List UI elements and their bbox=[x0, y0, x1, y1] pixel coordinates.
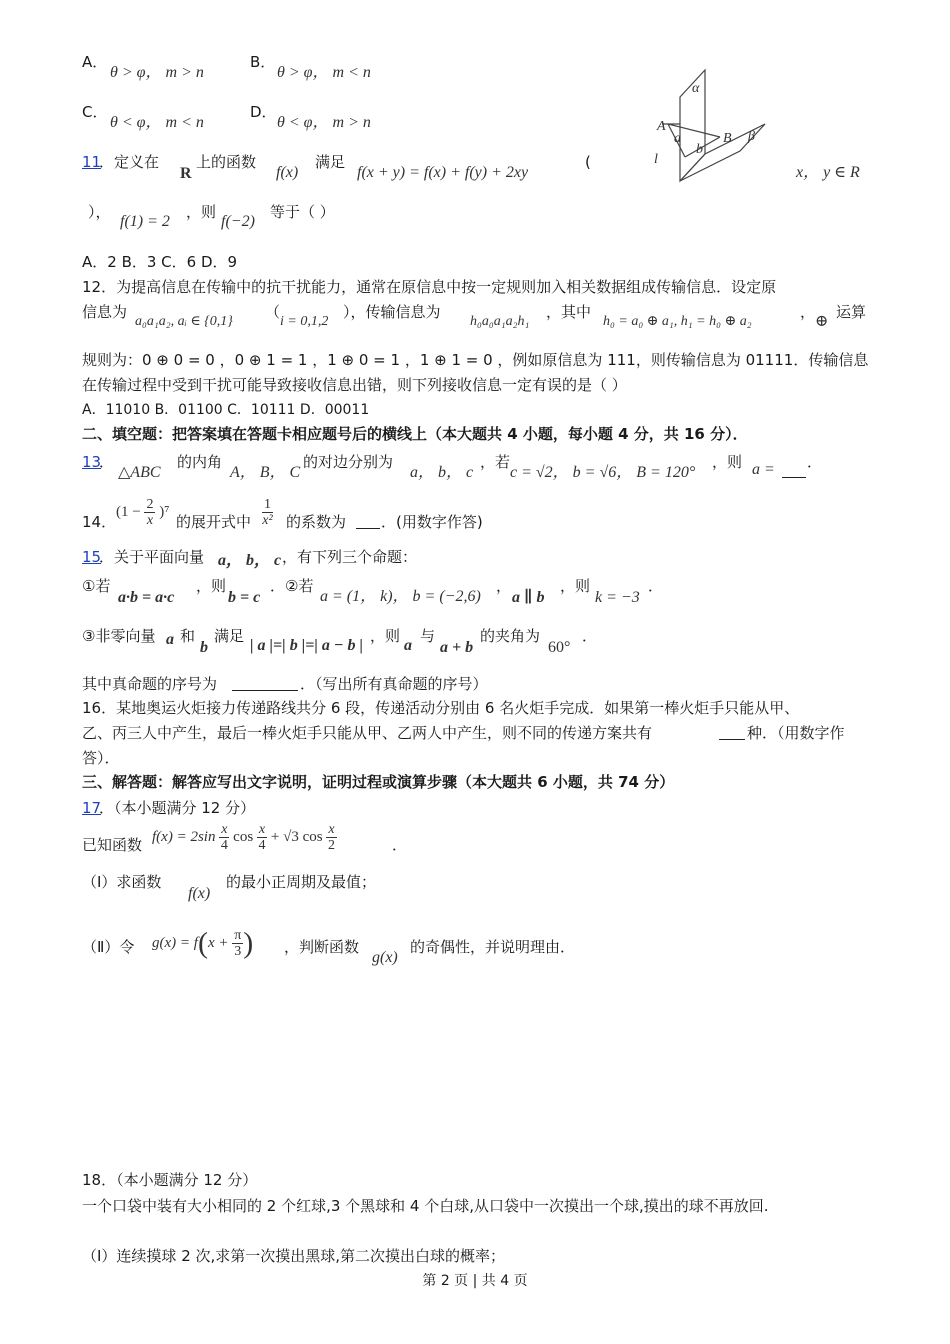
q14-fraction-2-over-x: $\frac{2}{x}$ bbox=[146, 497, 154, 528]
q14-binomial-pre: (1 − bbox=[116, 503, 141, 520]
q15-prop3-a-vec: a bbox=[166, 631, 174, 648]
label-B: B bbox=[723, 131, 732, 146]
q15-vectors: a， b， c bbox=[218, 552, 282, 569]
q14-number: 14． bbox=[82, 513, 117, 531]
q13-dot: ． bbox=[99, 453, 115, 471]
q14-binomial bbox=[116, 497, 169, 528]
q12-line-2b: （ bbox=[265, 303, 281, 321]
q15-prop2-k: k = −3 bbox=[595, 589, 640, 606]
q15-text-2: ，有下列三个命题： bbox=[282, 548, 418, 566]
q13-given: c = √2， b = √6， B = 120° bbox=[510, 464, 696, 481]
q11-fx: f(x) bbox=[276, 164, 299, 181]
q15-prop1-c: ．②若 bbox=[270, 577, 314, 595]
q15-prop1-a: ①若 bbox=[82, 577, 111, 595]
q11-paren-open: ( bbox=[585, 153, 591, 171]
q17-part1-a: （Ⅰ）求函数 bbox=[82, 873, 162, 891]
q11-paren-close: ）， bbox=[88, 203, 111, 221]
q17-part1-b: 的最小正周期及最值； bbox=[226, 873, 377, 891]
q10-option-a-expr: θ > φ， m > n bbox=[110, 64, 204, 81]
q13-angles: A， B， C bbox=[230, 464, 301, 481]
q15-number-link[interactable]: 15 bbox=[82, 548, 102, 566]
q11-equation: f(x + y) = f(x) + f(y) + 2xy bbox=[357, 164, 529, 181]
q12-xor-symbol: ⊕ bbox=[815, 313, 829, 330]
q14-text-1: 的展开式中 bbox=[176, 513, 252, 531]
q13-answer-lhs: a = bbox=[752, 461, 775, 478]
q16-line-2b: 种．（用数字作 bbox=[747, 724, 845, 742]
q17-part2-a: （Ⅱ）令 bbox=[82, 938, 135, 956]
q17-function-def: f(x) = 2sin $\frac{x}{4}$ cos $\frac{x}{4}$ + √3 cos $\frac{x}{2}$ bbox=[152, 822, 335, 853]
q15-prop1-expr2: b = c bbox=[228, 589, 261, 606]
q12-expr-2: i = 0,1,2 bbox=[280, 314, 329, 329]
section-3-heading: 三、解答题：解答应写出文字说明，证明过程或演算步骤（本大题共 6 小题，共 74 分） bbox=[82, 773, 675, 791]
q11-text-2: 上的函数 bbox=[196, 153, 257, 171]
q17-heading: ．（本小题满分 12 分） bbox=[99, 799, 256, 817]
q16-line-2a: 乙、丙三人中产生，最后一棒火炬手只能从甲、乙两人中产生，则不同的传递方案共有 bbox=[82, 724, 653, 742]
q12-options: A．11010 B．01100 C．10111 D．00011 bbox=[82, 402, 370, 418]
q11-text-1: ．定义在 bbox=[99, 153, 160, 171]
label-a: a bbox=[674, 131, 681, 146]
q10-option-b-label: B． bbox=[250, 53, 276, 71]
q13-text-4: ，则 bbox=[712, 453, 743, 471]
q11-options: A．2 B．3 C．6 D．9 bbox=[82, 253, 238, 271]
q16-answer-blank[interactable] bbox=[719, 725, 745, 740]
q13-text-1: 的内角 bbox=[177, 453, 223, 471]
q15-prop2-c: ，则 bbox=[560, 577, 591, 595]
q10-option-a-label: A． bbox=[82, 53, 108, 71]
q14-fraction-1-over-x2: $\frac{1}{\text{x²}}$ bbox=[262, 497, 273, 528]
q13-triangle: △ABC bbox=[118, 464, 161, 481]
q15-prop1-b: ，则 bbox=[196, 577, 227, 595]
q15-prop3-d: ，则 bbox=[370, 627, 401, 645]
q15-prop3-e: 与 bbox=[420, 627, 436, 645]
q15-prop3-g: ． bbox=[582, 627, 598, 645]
q10-option-b-expr: θ > φ， m < n bbox=[277, 64, 371, 81]
q15-prop3-a-vec-2: a bbox=[404, 637, 412, 654]
q17-part2-gx: g(x) bbox=[372, 949, 398, 966]
q12-line-2d: ，其中 bbox=[546, 303, 592, 321]
q15-prop3-b: 和 bbox=[180, 627, 196, 645]
label-l: l bbox=[654, 152, 658, 167]
label-beta: β bbox=[748, 129, 755, 144]
section-2-heading: 二、填空题：把答案填在答题卡相应题号后的横线上（本大题共 4 小题，每小题 4 分，共 16 分）． bbox=[82, 425, 748, 443]
q15-text-1: ．关于平面向量 bbox=[99, 548, 205, 566]
q11-f1: f(1) = 2 bbox=[120, 213, 170, 230]
q11-text-5: 等于（ ） bbox=[270, 203, 335, 221]
q15-prop2-expr: a = (1， k)， b = (−2,6) bbox=[320, 588, 481, 605]
q17-part1-fx: f(x) bbox=[188, 885, 211, 902]
q11-condition: x， y ∈ R bbox=[796, 164, 860, 181]
q11-number-link[interactable]: 11 bbox=[82, 153, 102, 171]
q11-text-3: 满足 bbox=[315, 153, 346, 171]
page-footer: 第 2 页 | 共 4 页 bbox=[422, 1273, 528, 1289]
q15-answer-blank[interactable] bbox=[232, 676, 298, 691]
q10-option-d-expr: θ < φ， m > n bbox=[277, 114, 371, 131]
q11-f-minus-2: f(−2) bbox=[221, 213, 255, 230]
q14-answer-blank[interactable] bbox=[356, 514, 380, 529]
q12-expr-3: h₀a₀a₁a₂h₁ bbox=[470, 314, 530, 329]
q17-part2-b: ，判断函数 bbox=[284, 938, 360, 956]
q12-line-2a: 信息为 bbox=[82, 303, 128, 321]
q13-text-5: ． bbox=[807, 453, 823, 471]
label-b: b bbox=[696, 142, 703, 157]
q12-line-4: 在传输过程中受到干扰可能导致接收信息出错，则下列接收信息一定有误的是（ ） bbox=[82, 376, 627, 394]
q15-prop3-a: ③非零向量 bbox=[82, 627, 156, 645]
q12-expr-1: a₀a₁a₂, aᵢ ∈ {0,1} bbox=[135, 314, 233, 329]
q15-prop3-condition: | a |=| b |=| a − b | bbox=[250, 637, 364, 654]
q14-binomial-post: )⁷ bbox=[159, 503, 170, 520]
dihedral-angle-figure bbox=[640, 62, 780, 187]
label-A: A bbox=[657, 119, 666, 134]
q15-prop3-sum: a + b bbox=[440, 639, 474, 656]
q15-prop3-b-vec: b bbox=[200, 639, 208, 656]
q17-text-1: 已知函数 bbox=[82, 836, 143, 854]
q15-answer-note: ．（写出所有真命题的序号） bbox=[300, 675, 488, 693]
q10-option-c-label: C． bbox=[82, 103, 108, 121]
q15-answer-prompt: 其中真命题的序号为 bbox=[82, 675, 218, 693]
q12-expr-4: h₀ = a₀ ⊕ a₁, h₁ = h₀ ⊕ a₂ bbox=[603, 314, 752, 329]
q18-part1: （Ⅰ）连续摸球 2 次,求第一次摸出黑球,第二次摸出白球的概率； bbox=[82, 1247, 506, 1265]
q18-heading: 18．（本小题满分 12 分） bbox=[82, 1171, 258, 1189]
q13-text-2: 的对边分别为 bbox=[303, 453, 394, 471]
q13-answer-blank[interactable] bbox=[782, 463, 806, 478]
q17-part2-c: 的奇偶性，并说明理由． bbox=[410, 938, 576, 956]
q17-number-link[interactable]: 17 bbox=[82, 799, 102, 817]
q16-line-1: 16．某地奥运火炬接力传递路线共分 6 段，传递活动分别由 6 名火炬手完成．如果第一棒火炬手只能从甲、 bbox=[82, 699, 800, 717]
q14-text-2: 的系数为 bbox=[286, 513, 347, 531]
q10-option-c-expr: θ < φ， m < n bbox=[110, 114, 204, 131]
q11-R: R bbox=[180, 165, 192, 182]
q15-prop1-expr: a·b = a·c bbox=[118, 589, 175, 606]
q17-text-end: ． bbox=[392, 836, 408, 854]
q13-text-3: ，若 bbox=[480, 453, 511, 471]
q13-sides: a， b， c bbox=[410, 464, 474, 481]
q12-line-2f: 运算 bbox=[836, 303, 867, 321]
q14-text-3: ．(用数字作答) bbox=[381, 513, 483, 531]
q15-prop3-f: 的夹角为 bbox=[480, 627, 541, 645]
q15-prop2-parallel: a ∥ b bbox=[512, 589, 545, 606]
q15-prop2-b: ， bbox=[496, 577, 512, 595]
q10-option-d-label: D． bbox=[250, 103, 277, 121]
q11-text-4: ，则 bbox=[186, 203, 217, 221]
q12-line-3: 规则为：0 ⊕ 0 = 0 ，0 ⊕ 1 = 1 ，1 ⊕ 0 = 1 ，1 ⊕ 1 = 0 ，例如原信息为 111，则传输信息为 01111．传输信息 bbox=[82, 351, 869, 369]
q12-line-1: 12．为提高信息在传输中的抗干扰能力，通常在原信息中按一定规则加入相关数据组成传输信息．设定原 bbox=[82, 278, 777, 296]
q15-prop3-c: 满足 bbox=[214, 627, 245, 645]
q17-part2-g-def: g(x) = f(x + $\frac{\pi}{3}$ ) bbox=[152, 926, 254, 960]
q18-line-1: 一个口袋中装有大小相同的 2 个红球,3 个黑球和 4 个白球,从口袋中一次摸出一个球,摸出的球不再放回. bbox=[82, 1197, 769, 1215]
q15-prop3-angle: 60° bbox=[548, 639, 571, 656]
q12-line-2c: ），传输信息为 bbox=[343, 303, 441, 321]
q13-number-link[interactable]: 13 bbox=[82, 453, 102, 471]
label-alpha: α bbox=[692, 81, 700, 96]
q12-line-2e: ， bbox=[800, 303, 816, 321]
q16-line-3: 答）． bbox=[82, 749, 120, 767]
q15-prop2-d: ． bbox=[648, 577, 664, 595]
